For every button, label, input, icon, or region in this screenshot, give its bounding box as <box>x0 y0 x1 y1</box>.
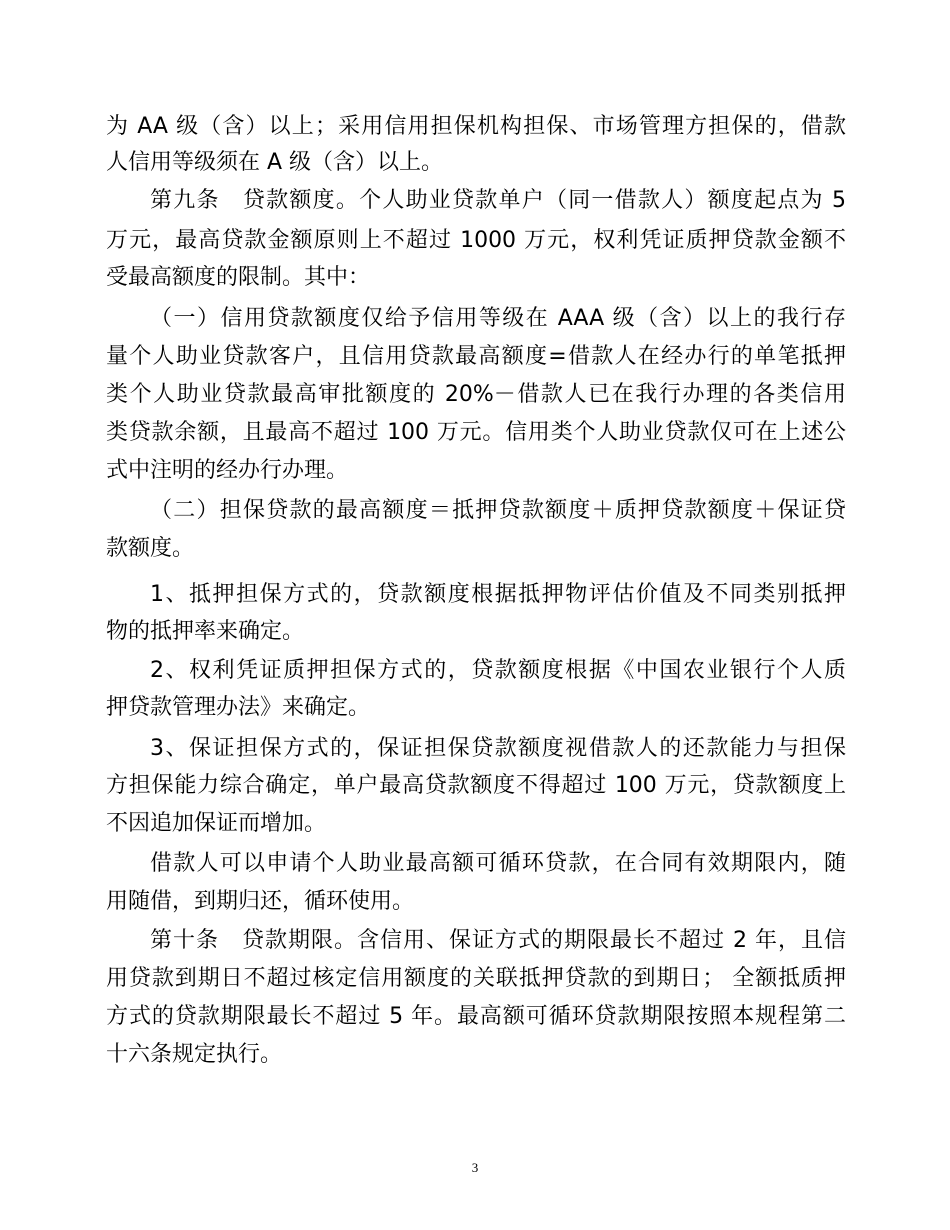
text-line: 十六条规定执行。 <box>106 1042 283 1067</box>
text-line: 方担保能力综合确定，单户最高贷款额度不得超过 100 万元，贷款额度上 <box>106 773 846 798</box>
text-line: 押贷款管理办法》来确定。 <box>106 695 371 720</box>
text-line: （一）信用贷款额度仅给予信用等级在 AAA 级（含）以上的我行存 <box>150 306 846 331</box>
page-number: 3 <box>471 1160 479 1175</box>
text-line: 人信用等级须在 A 级（含）以上。 <box>106 150 444 175</box>
text-line: 受最高额度的限制。其中： <box>106 265 371 290</box>
text-line: 万元，最高贷款金额原则上不超过 1000 万元，权利凭证质押贷款金额不 <box>106 228 846 253</box>
text-line: 1、抵押担保方式的，贷款额度根据抵押物评估价值及不同类别抵押 <box>150 582 846 607</box>
text-line: 方式的贷款期限最长不超过 5 年。最高额可循环贷款期限按照本规程第二 <box>106 1004 846 1029</box>
text-line: 式中注明的经办行办理。 <box>106 458 349 483</box>
text-line: 第九条 贷款额度。个人助业贷款单户（同一借款人）额度起点为 5 <box>150 188 846 213</box>
text-line: 为 AA 级（含）以上；采用信用担保机构担保、市场管理方担保的，借款 <box>106 114 846 139</box>
text-line: 借款人可以申请个人助业最高额可循环贷款，在合同有效期限内，随 <box>150 851 846 876</box>
text-line: 第十条 贷款期限。含信用、保证方式的期限最长不超过 2 年，且信 <box>150 928 846 953</box>
text-line: （二）担保贷款的最高额度＝抵押贷款额度＋质押贷款额度＋保证贷 <box>150 498 846 523</box>
text-line: 物的抵押率来确定。 <box>106 619 305 644</box>
text-line: 类个人助业贷款最高审批额度的 20%－借款人已在我行办理的各类信用 <box>106 382 846 407</box>
text-line: 量个人助业贷款客户，且信用贷款最高额度=借款人在经办行的单笔抵押 <box>106 344 846 369</box>
text-line: 款额度。 <box>106 536 195 561</box>
text-line: 用贷款到期日不超过核定信用额度的关联抵押贷款的到期日； 全额抵质押 <box>106 966 846 991</box>
text-line: 用随借，到期归还，循环使用。 <box>106 889 415 914</box>
text-line: 3、保证担保方式的，保证担保贷款额度视借款人的还款能力与担保 <box>150 736 846 761</box>
text-line: 2、权利凭证质押担保方式的，贷款额度根据《中国农业银行个人质 <box>150 658 846 683</box>
text-line: 不因追加保证而增加。 <box>106 811 327 836</box>
text-line: 类贷款余额，且最高不超过 100 万元。信用类个人助业贷款仅可在上述公 <box>106 420 846 445</box>
